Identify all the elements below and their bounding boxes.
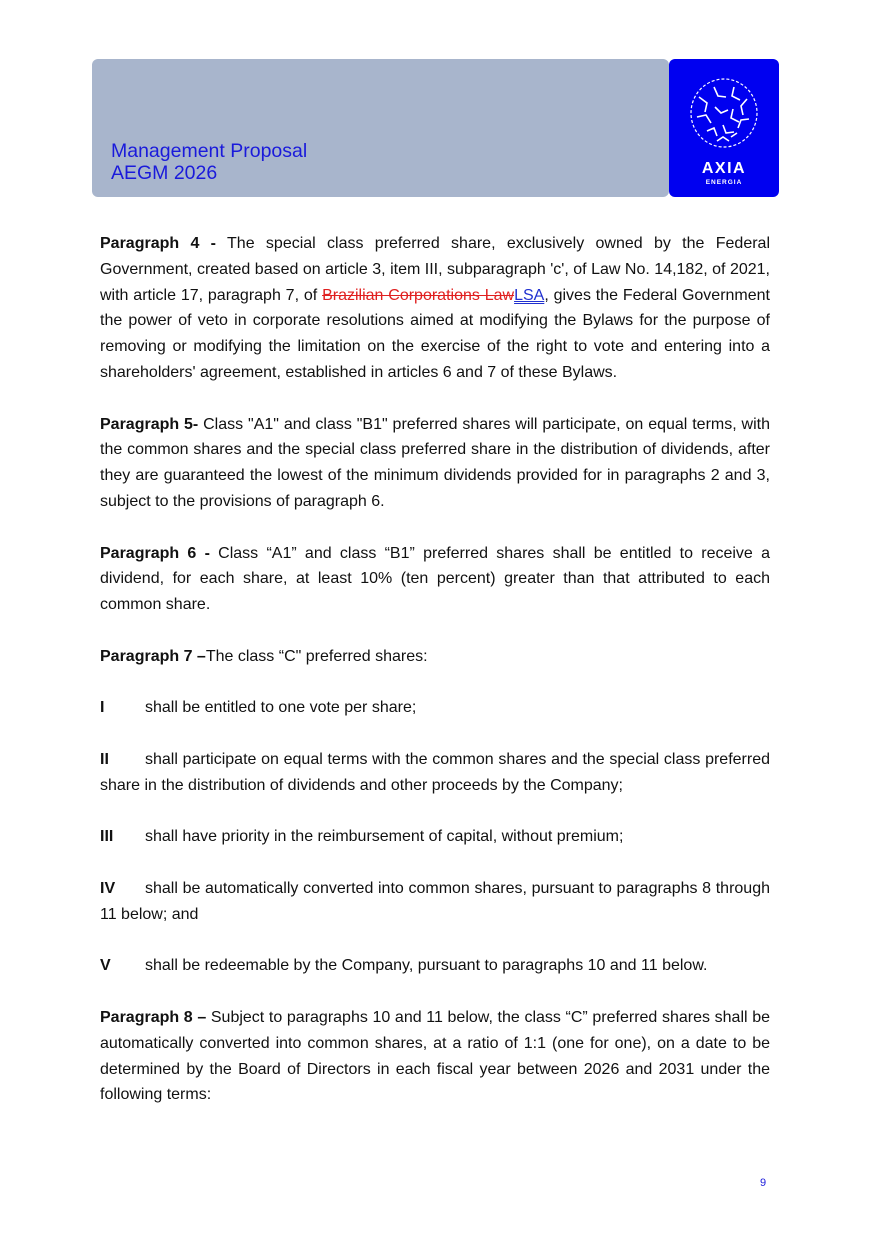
paragraph-label: Paragraph 7 – [100,647,206,665]
item-text: shall be entitled to one vote per share; [145,699,417,717]
document-body [100,231,770,1134]
paragraph-6 [100,541,770,618]
paragraph-7 [100,644,770,670]
paragraph-text: The special class preferred share, exclusively owned by the Federal Government, created based on article 3, item III, subparagraph 'c', of Law No. 14,182, of 2021, with article 17, paragraph 7, of [100,235,770,304]
item-number: II [100,750,109,768]
list-item [100,695,770,721]
paragraph-label: Paragraph 4 - [100,235,216,252]
item-number: I [100,699,105,717]
logo-name: AXIA [701,160,747,177]
globe-icon [689,77,759,149]
tracked-insertion: LSA [514,286,545,304]
header-title-line2: AEGM 2026 [111,162,218,184]
list-item [100,876,770,928]
header-title [111,140,307,184]
tracked-deletion: Brazilian Corporations Law [322,286,515,304]
paragraph-text: , gives the Federal Government the power of veto in corporate resolutions aimed at modifying the Bylaws for the purpose of removing or modifying the limitation on the exercise of the right to vote and entering into a shareholders' agreement, established in articles 6 and 7 of these Bylaws. [100,286,771,381]
paragraph-label: Paragraph 6 - [100,544,210,562]
item-text: shall have priority in the reimbursement of capital, without premium; [145,828,624,846]
logo-subtitle: ENERGIA [705,179,743,186]
axia-logo [669,59,779,197]
header-title-line1: Management Proposal [111,140,308,162]
paragraph-4 [100,231,770,386]
paragraph-label: Paragraph 8 – [100,1008,207,1026]
page-number: 9 [760,1177,767,1189]
item-number: V [100,957,111,975]
paragraph-text: Class “A1” and class “B1” preferred shares shall be entitled to receive a dividend, for each share, at least 10% (ten percent) greater than that attributed to each common share. [100,544,770,614]
list-item [100,824,770,850]
item-number: III [100,828,114,846]
paragraph-label: Paragraph 5- [100,415,199,433]
paragraph-8 [100,1005,770,1108]
paragraph-text: The class “C" preferred shares: [205,647,428,665]
paragraph-text: Class "A1" and class "B1" preferred shares will participate, on equal terms, with the common shares and the special class preferred share in the distribution of dividends, after they are guaranteed the lowest of the minimum dividends provided for in paragraphs 2 and 3, subject to the provisions of paragraph 6. [100,415,771,510]
paragraph-5 [100,412,770,515]
item-text: shall participate on equal terms with the common shares and the special class preferred share in the distribution of dividends and other proceeds by the Company; [100,750,770,794]
list-item [100,953,770,979]
document-header [92,59,669,197]
paragraph-text: Subject to paragraphs 10 and 11 below, the class “C” preferred shares shall be automatically converted into common shares, at a ratio of 1:1 (one for one), on a date to be determined by the Board of Directors in each fiscal year between 2026 and 2031 under the following terms: [100,1008,770,1104]
item-text: shall be redeemable by the Company, pursuant to paragraphs 10 and 11 below. [145,957,708,975]
list-item [100,747,770,799]
item-number: IV [100,879,116,897]
item-text: shall be automatically converted into common shares, pursuant to paragraphs 8 through 11 below; and [100,879,770,923]
